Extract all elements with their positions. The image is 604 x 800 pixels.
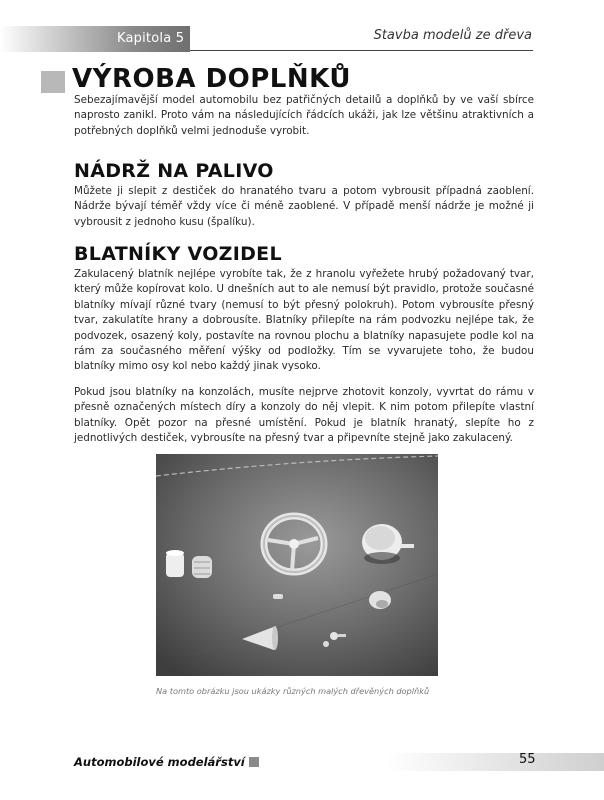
footer-square-marker: [249, 757, 259, 767]
header-rule: [190, 50, 533, 51]
fenders-paragraph-1: Zakulacený blatník nejlépe vyrobíte tak, že z hranolu vyřežete hrubý požadovaný tvar, který může kopírovat kolo. U dnešních aut to ale nemusí být pravidlo, protože současné blatníky mívají různé tvary (nemusí to být přesný polokruh). Potom vybrousíte přesný tvar, zakulatíte hrany a dobrousíte. Blatníky přilepíte na rám podvozku nejlépe tak, že podvozek, osazený koly, postavíte na rovnou plochu a blatníky napasujete podle kol na rám za současného měření výšky od podložky. Tím se vyvarujete toho, že budou blatníky mimo osy kol nebo každý jinak vysoko.: [74, 268, 534, 373]
book-section-title: Stavba modelů ze dřeva: [373, 28, 532, 43]
section-heading-fuel-tank: NÁDRŽ NA PALIVO: [74, 160, 274, 182]
page-number: 55: [519, 752, 536, 767]
figure-caption: Na tomto obrázku jsou ukázky různých malých dřevěných doplňků: [156, 686, 430, 696]
page-title: VÝROBA DOPLŇKŮ: [72, 64, 351, 94]
footer-book-title: Automobilové modelářství: [74, 755, 245, 769]
chapter-label: Kapitola 5: [117, 31, 185, 46]
accessories-photo-illustration: [156, 454, 438, 676]
fenders-paragraph-2: Pokud jsou blatníky na konzolách, musíte nejprve zhotovit konzoly, vyvrtat do rámu v přesně označených místech díry a konzoly do něj vlepit. K nim potom přilepíte vlastní blatníky. Opět pozor na přesné umístění. Pokud je blatník hranatý, slepíte ho z jednotlivých destiček, vybrousíte na přesný tvar a připevníte stejně jako zakulacený.: [74, 386, 534, 445]
section-heading-fenders: BLATNÍKY VOZIDEL: [74, 243, 282, 265]
fuel-tank-paragraph: Můžete ji slepit z destiček do hranatého tvaru a potom vybrousit případná zaoblení. Nádrže bývají téměř vždy více či méně zaoblené. V případě menší nádrže je možné ji vybrousit z jednoho kusu (špalíku).: [74, 185, 534, 228]
accessories-photo: [156, 454, 438, 676]
intro-paragraph: Sebezajímavější model automobilu bez patřičných detailů a doplňků by ve vaší sbírce naprosto zanikl. Proto vám na následujících řádcích ukáži, jak lze většinu atraktivních a potřebných doplňků velmi jednoduše vyrobit.: [74, 94, 534, 137]
heading-square-marker: [41, 71, 65, 93]
